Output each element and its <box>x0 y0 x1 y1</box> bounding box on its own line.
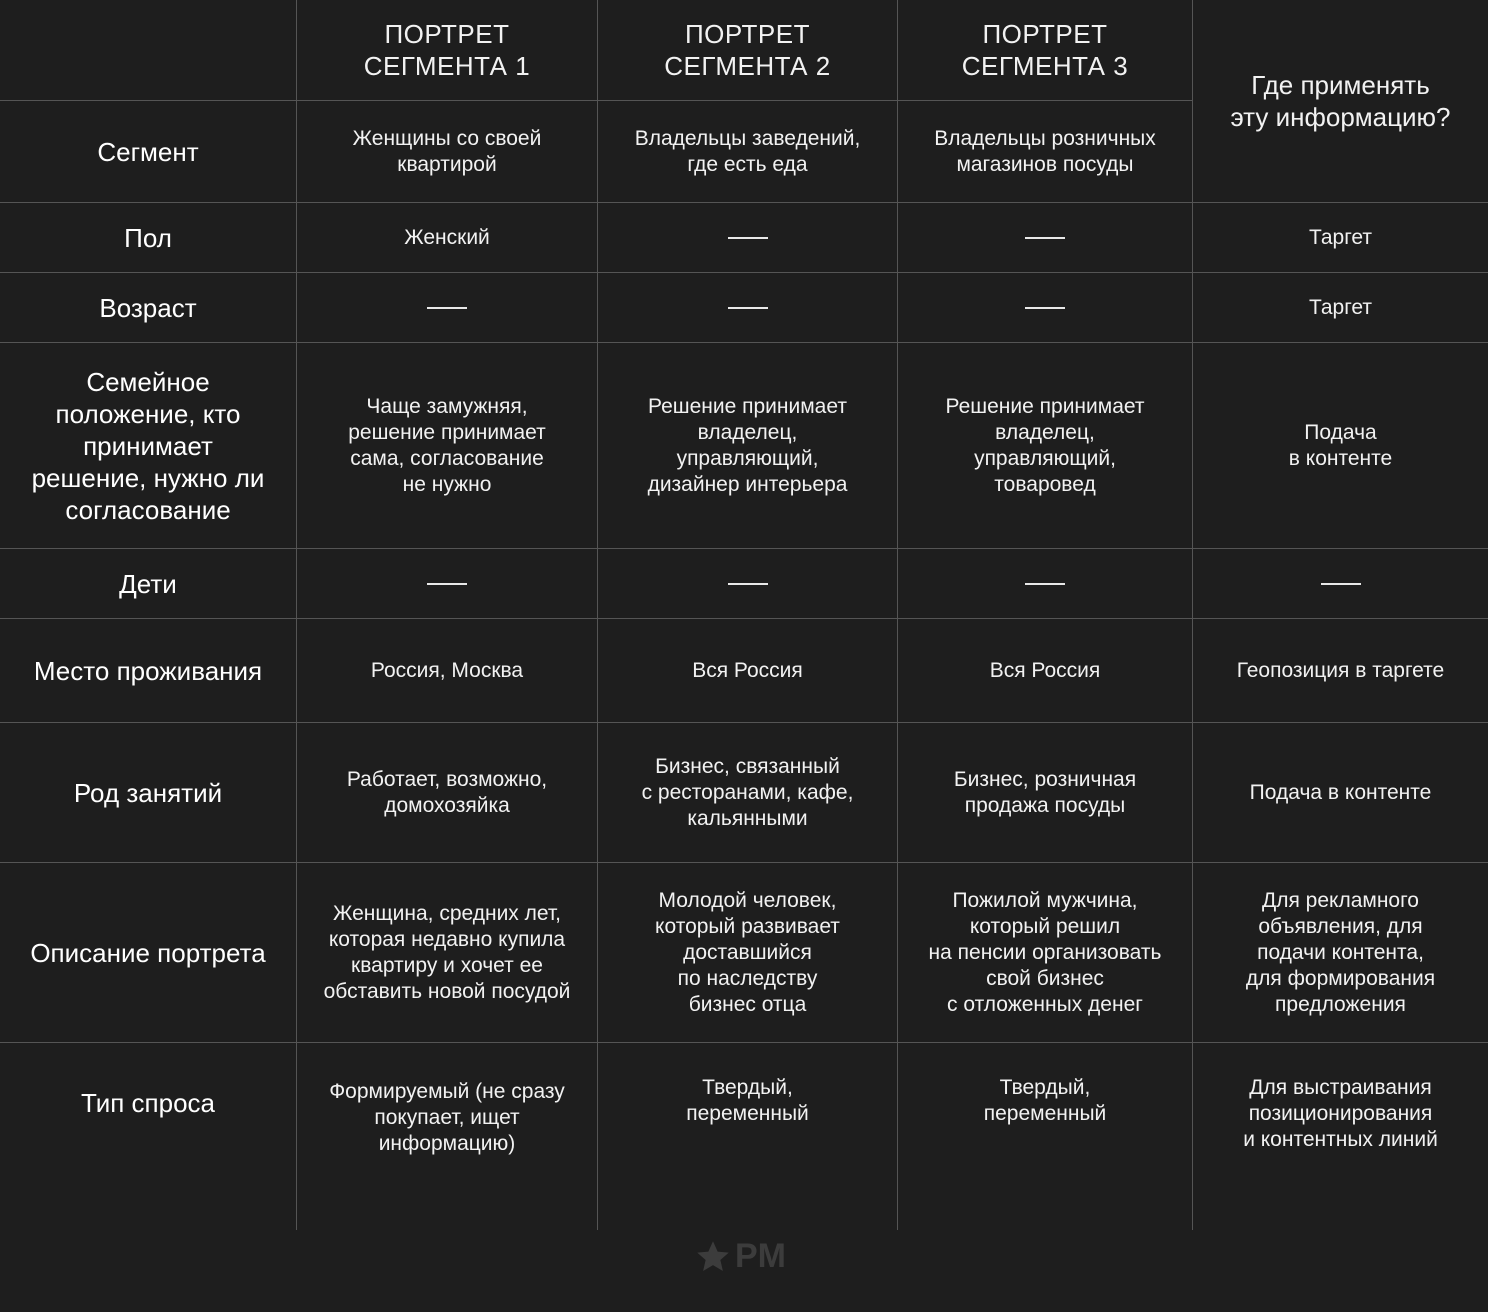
table-corner-cell <box>0 0 297 101</box>
cell-segment-3: Владельцы розничных магазинов посуды <box>898 101 1193 203</box>
cell-children-1 <box>297 549 598 619</box>
row-label-family-status: Семейное положение, кто принимает решение, нужно ли согласование <box>0 343 297 549</box>
cell-description-2: Молодой человек, который развивает доставшийся по наследству бизнес отца <box>598 863 898 1043</box>
header-segment-3: ПОРТРЕТ СЕГМЕНТА 3 <box>898 0 1193 101</box>
cell-gender-1: Женский <box>297 203 598 273</box>
cell-description-1: Женщина, средних лет, которая недавно купила квартиру и хочет ее обставить новой посудой <box>297 863 598 1043</box>
cell-demand-2: Твердый, переменный <box>598 1043 898 1230</box>
cell-family-2: Решение принимает владелец, управляющий, дизайнер интерьера <box>598 343 898 549</box>
cell-age-1 <box>297 273 598 343</box>
cell-age-2 <box>598 273 898 343</box>
cell-residence-where: Геопозиция в таргете <box>1193 619 1488 723</box>
cell-demand-1: Формируемый (не сразу покупает, ищет информацию) <box>297 1043 598 1230</box>
cell-occupation-1: Работает, возможно, домохозяйка <box>297 723 598 863</box>
row-label-segment: Сегмент <box>0 101 297 203</box>
cell-residence-3: Вся Россия <box>898 619 1193 723</box>
star-icon <box>695 1239 731 1275</box>
cell-family-1: Чаще замужняя, решение принимает сама, согласование не нужно <box>297 343 598 549</box>
cell-description-where: Для рекламного объявления, для подачи контента, для формирования предложения <box>1193 863 1488 1043</box>
header-segment-2: ПОРТРЕТ СЕГМЕНТА 2 <box>598 0 898 101</box>
dash-mark <box>1025 583 1065 585</box>
row-label-age: Возраст <box>0 273 297 343</box>
cell-children-2 <box>598 549 898 619</box>
cell-segment-2: Владельцы заведений, где есть еда <box>598 101 898 203</box>
cell-residence-2: Вся Россия <box>598 619 898 723</box>
cell-children-3 <box>898 549 1193 619</box>
dash-mark <box>728 307 768 309</box>
cell-residence-1: Россия, Москва <box>297 619 598 723</box>
dash-mark <box>1321 583 1361 585</box>
row-label-demand-type: Тип спроса <box>0 1043 297 1230</box>
row-label-gender: Пол <box>0 203 297 273</box>
dash-mark <box>1025 237 1065 239</box>
dash-mark <box>427 583 467 585</box>
cell-gender-3 <box>898 203 1193 273</box>
cell-children-where <box>1193 549 1488 619</box>
brand-logo <box>695 1237 786 1276</box>
row-label-residence: Место проживания <box>0 619 297 723</box>
cell-segment-1: Женщины со своей квартирой <box>297 101 598 203</box>
cell-age-where: Таргет <box>1193 273 1488 343</box>
cell-demand-3: Твердый, переменный <box>898 1043 1193 1230</box>
dash-mark <box>728 237 768 239</box>
cell-occupation-where: Подача в контенте <box>1193 723 1488 863</box>
dash-mark <box>427 307 467 309</box>
cell-age-3 <box>898 273 1193 343</box>
header-segment-1: ПОРТРЕТ СЕГМЕНТА 1 <box>297 0 598 101</box>
cell-gender-2 <box>598 203 898 273</box>
cell-demand-where: Для выстраивания позиционирования и контентных линий <box>1243 1076 1438 1151</box>
row-label-children: Дети <box>0 549 297 619</box>
cell-family-3: Решение принимает владелец, управляющий, товаровед <box>898 343 1193 549</box>
dash-mark <box>728 583 768 585</box>
logo-text: PM <box>735 1237 786 1275</box>
row-label-portrait-description: Описание портрета <box>0 863 297 1043</box>
dash-mark <box>1025 307 1065 309</box>
cell-family-where: Подача в контенте <box>1193 343 1488 549</box>
row-label-occupation: Род занятий <box>0 723 297 863</box>
header-where-to-apply: Где применять эту информацию? <box>1193 0 1488 203</box>
cell-occupation-3: Бизнес, розничная продажа посуды <box>898 723 1193 863</box>
cell-gender-where: Таргет <box>1193 203 1488 273</box>
cell-occupation-2: Бизнес, связанный с ресторанами, кафе, кальянными <box>598 723 898 863</box>
cell-description-3: Пожилой мужчина, который решил на пенсии организовать свой бизнес с отложенных денег <box>898 863 1193 1043</box>
